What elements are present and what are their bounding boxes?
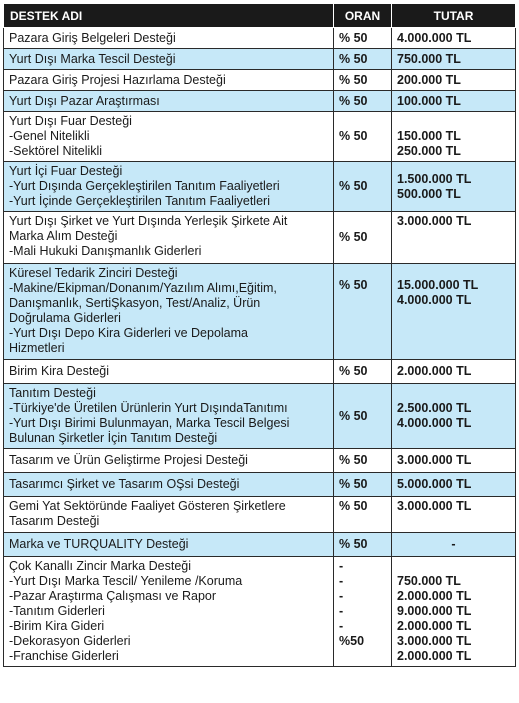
- table-row: [4, 449, 516, 473]
- support-amount-cell: [392, 91, 516, 112]
- support-name-cell: [4, 473, 334, 497]
- support-name-line: -Franchise Giderleri: [9, 649, 119, 663]
- support-amount-cell: [392, 212, 516, 264]
- support-name-line: Pazara Giriş Belgeleri Desteği: [9, 30, 176, 45]
- support-amount-cell: [392, 497, 516, 533]
- support-table: [3, 3, 516, 667]
- support-rate-cell: [334, 449, 392, 473]
- table-row: [4, 70, 516, 91]
- support-amount-cell: [392, 28, 516, 49]
- table-row: [4, 49, 516, 70]
- support-amount: 9.000.000 TL: [397, 604, 472, 618]
- support-amount-cell: [392, 49, 516, 70]
- support-rate-cell: [334, 384, 392, 449]
- support-name-line: Tasarım Desteği: [9, 514, 100, 528]
- support-rate-cell: [334, 162, 392, 212]
- support-rate: % 50: [339, 499, 368, 513]
- support-name-line: Çok Kanallı Zincir Marka Desteği: [9, 559, 192, 573]
- table-row: [4, 162, 516, 212]
- support-name-line: Birim Kira Desteği: [9, 364, 110, 378]
- support-name-cell: [4, 28, 334, 49]
- support-name-cell: [4, 212, 334, 264]
- support-amount: 4.000.000 TL: [397, 30, 472, 45]
- support-amount: 4.000.000 TL: [397, 293, 472, 307]
- table-row: [4, 533, 516, 557]
- support-amount-cell: [392, 449, 516, 473]
- support-rate-cell: [334, 264, 392, 360]
- support-name-line: Yurt Dışı Fuar Desteği: [9, 114, 132, 128]
- support-name-line: -Genel Nitelikli: [9, 129, 90, 143]
- support-name-line: Hizmetleri: [9, 341, 65, 355]
- support-rate-cell: [334, 360, 392, 384]
- support-name-cell: [4, 70, 334, 91]
- support-name-cell: [4, 557, 334, 667]
- support-name-cell: [4, 264, 334, 360]
- support-name-line: Marka ve TURQUALITY Desteği: [9, 537, 189, 551]
- support-rate-cell: [334, 212, 392, 264]
- support-name-line: Danışmanlık, SertiŞkasyon, Test/Analiz, Ürün: [9, 296, 261, 310]
- support-amount: 250.000 TL: [397, 144, 461, 158]
- support-name-line: -Tanıtım Giderleri: [9, 604, 105, 618]
- support-rate: % 50: [339, 364, 368, 378]
- support-amount-cell: [392, 360, 516, 384]
- support-amount-cell: [392, 264, 516, 360]
- support-amount: 3.000.000 TL: [397, 499, 472, 513]
- support-name-line: Tasarım ve Ürün Geliştirme Projesi Desteği: [9, 453, 248, 467]
- support-name-line: Pazara Giriş Projesi Hazırlama Desteği: [9, 72, 226, 87]
- support-rate: % 50: [339, 230, 368, 244]
- support-amount: 4.000.000 TL: [397, 416, 472, 430]
- support-name-cell: [4, 162, 334, 212]
- support-amount: 2.000.000 TL: [397, 589, 472, 603]
- table-body: [4, 28, 516, 667]
- support-rate: % 50: [339, 51, 368, 66]
- support-rate: -: [339, 589, 344, 603]
- support-name-line: Yurt Dışı Marka Tescil Desteği: [9, 51, 176, 66]
- support-rate-cell: [334, 70, 392, 91]
- table-row: [4, 497, 516, 533]
- support-name-line: -Pazar Araştırma Çalışması ve Rapor: [9, 589, 217, 603]
- support-amount: 3.000.000 TL: [397, 634, 472, 648]
- support-rate-cell: [334, 557, 392, 667]
- support-rate-cell: [334, 49, 392, 70]
- support-amount-cell: [392, 533, 516, 557]
- support-name-line: -Yurt Dışı Marka Tescil/ Yenileme /Koruma: [9, 574, 243, 588]
- support-amount: 200.000 TL: [397, 72, 461, 87]
- support-name-cell: [4, 449, 334, 473]
- support-amount: 750.000 TL: [397, 51, 461, 66]
- support-amount: [397, 559, 510, 574]
- support-name-cell: [4, 533, 334, 557]
- header-rate: ORAN: [334, 4, 392, 28]
- support-rate-cell: [334, 473, 392, 497]
- support-rate-cell: [334, 91, 392, 112]
- support-rate: % 50: [339, 129, 368, 143]
- support-name-line: -Yurt Dışında Gerçekleştirilen Tanıtım Faaliyetleri: [9, 179, 280, 193]
- support-rate: -: [339, 574, 344, 588]
- support-rate-cell: [334, 533, 392, 557]
- support-name-cell: [4, 360, 334, 384]
- support-name-line: -Yurt Dışı Depo Kira Giderleri ve Depolama: [9, 326, 248, 340]
- support-amount: 2.000.000 TL: [397, 649, 472, 663]
- support-amount: 500.000 TL: [397, 186, 461, 201]
- support-amount: 2.500.000 TL: [397, 401, 472, 415]
- support-name-line: Doğrulama Giderleri: [9, 311, 121, 325]
- support-rate: -: [339, 604, 344, 618]
- support-rate-cell: [334, 112, 392, 162]
- support-amount-cell: [392, 112, 516, 162]
- support-name-line: Bulunan Şirketler İçin Tanıtım Desteği: [9, 431, 218, 445]
- support-name-line: -Yurt Dışı Birimi Bulunmayan, Marka Tescil Belgesi: [9, 416, 290, 430]
- header-amount: TUTAR: [392, 4, 516, 28]
- support-name-cell: [4, 112, 334, 162]
- support-rate: % 50: [339, 93, 368, 108]
- header-row: [4, 4, 516, 28]
- support-amount: 100.000 TL: [397, 93, 461, 108]
- support-name-cell: [4, 49, 334, 70]
- support-name-line: Tanıtım Desteği: [9, 386, 96, 400]
- support-name-line: -Dekorasyon Giderleri: [9, 634, 131, 648]
- support-name-line: Küresel Tedarik Zinciri Desteği: [9, 266, 178, 280]
- table-row: [4, 212, 516, 264]
- support-amount: 3.000.000 TL: [397, 453, 472, 467]
- table-row: [4, 384, 516, 449]
- support-name-line: -Sektörel Nitelikli: [9, 144, 103, 158]
- support-name-cell: [4, 91, 334, 112]
- table-row: [4, 112, 516, 162]
- support-rate-cell: [334, 28, 392, 49]
- support-name-line: Gemi Yat Sektöründe Faaliyet Gösteren Şirketlere: [9, 499, 286, 513]
- support-rate: % 50: [339, 72, 368, 87]
- support-amount: 5.000.000 TL: [397, 477, 472, 491]
- support-amount: 750.000 TL: [397, 574, 461, 588]
- support-name-line: Marka Alım Desteği: [9, 229, 118, 243]
- support-rate: -: [339, 619, 344, 633]
- support-amount: 1.500.000 TL: [397, 171, 472, 186]
- support-amount-cell: [392, 384, 516, 449]
- support-amount-cell: [392, 70, 516, 91]
- support-name-line: -Birim Kira Gideri: [9, 619, 105, 633]
- table-row: [4, 28, 516, 49]
- support-rate: % 50: [339, 278, 368, 292]
- support-rate-cell: [334, 497, 392, 533]
- support-name-line: -Mali Hukuki Danışmanlık Giderleri: [9, 244, 202, 258]
- support-name-line: Yurt Dışı Pazar Araştırması: [9, 93, 160, 108]
- support-name-line: Yurt Dışı Şirket ve Yurt Dışında Yerleşik Şirkete Ait: [9, 214, 288, 228]
- table-row: [4, 557, 516, 667]
- support-name-line: -Yurt İçinde Gerçekleştirilen Tanıtım Faaliyetleri: [9, 194, 270, 208]
- support-name-cell: [4, 497, 334, 533]
- support-name-line: Yurt İçi Fuar Desteği: [9, 164, 123, 178]
- support-amount: 3.000.000 TL: [397, 214, 472, 228]
- support-amount-cell: [392, 162, 516, 212]
- support-amount: -: [451, 537, 456, 551]
- support-amount: 2.000.000 TL: [397, 364, 472, 378]
- support-amount: 15.000.000 TL: [397, 278, 479, 292]
- support-amount-cell: [392, 473, 516, 497]
- support-rate: [339, 649, 386, 664]
- support-rate: % 50: [339, 453, 368, 467]
- table-row: [4, 264, 516, 360]
- support-rate: % 50: [339, 179, 368, 193]
- support-rate: -: [339, 559, 344, 573]
- support-amount: 150.000 TL: [397, 129, 461, 143]
- support-rate: % 50: [339, 408, 368, 423]
- support-name-line: -Makine/Ekipman/Donanım/Yazılım Alımı,Eğitim,: [9, 281, 277, 295]
- support-rate: % 50: [339, 477, 368, 491]
- support-rate: %50: [339, 634, 365, 648]
- table-row: [4, 91, 516, 112]
- support-rate: % 50: [339, 537, 368, 551]
- support-amount-cell: [392, 557, 516, 667]
- support-rate: % 50: [339, 30, 368, 45]
- table-row: [4, 473, 516, 497]
- support-name-line: Tasarımcı Şirket ve Tasarım OŞsi Desteği: [9, 477, 240, 491]
- header-name: DESTEK ADI: [4, 4, 334, 28]
- table-row: [4, 360, 516, 384]
- support-name-line: -Türkiye'de Üretilen Ürünlerin Yurt DışındaTanıtımı: [9, 401, 288, 415]
- support-name-cell: [4, 384, 334, 449]
- support-amount: 2.000.000 TL: [397, 619, 472, 633]
